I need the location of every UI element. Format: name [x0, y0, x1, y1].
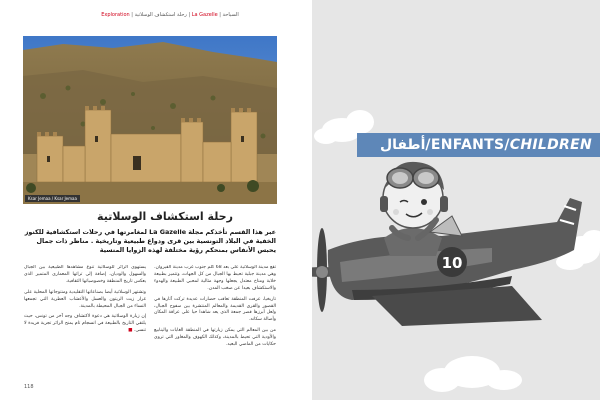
boy-pilot: [380, 162, 448, 256]
paragraph: وتشتهر الوسلاتية أيضا بصناعاتها التقليدية ومنتوجاتها المحلية على غرار زيت الزيتون والعسل والأعشاب العطرية التي تجمعها النساء من الجبال المحيطة بالمدينة.: [24, 289, 146, 309]
banner-separator: /: [504, 137, 510, 153]
running-header-right: Exploration: [101, 12, 130, 18]
section-banner: [357, 133, 600, 157]
airplane-icon: [328, 198, 582, 326]
fortress-photo-image: [23, 36, 277, 204]
paragraph: تقع مدينة الوسلاتية على بعد 68 كلم جنوب غرب مدينة القيروان. وهي مدينة جبلية تحيط بها الجبال من كل الجهات، وتتميز بطبيعة خلابة ومناخ معتدل يجعلها وجهة مثالية لمحبي الطبيعة والهدوء والاستكشاف بعيدا عن صخب المدن.: [154, 265, 276, 291]
paragraph: يستهوي الزائر للوسلاتية تنوع مشاهدها الطبيعية بين الجبال والسهول والوديان، إضافة إلى تراثها المعماري المتميز الذي يعكس تاريخ المنطقة وخصوصياتها الثقافية.: [24, 265, 146, 284]
running-header: السياحة | La Gazelle | رحلة استكشاف الوسلاتية | Exploration: [101, 12, 239, 18]
paragraph: [24, 314, 146, 335]
fortress-photo: [23, 36, 277, 204]
paragraph-text: إن زيارة الوسلاتية هي دعوة لاكتشاف وجه آخر من تونس، حيث يلتقي التاريخ بالطبيعة في انسجام تام يمنح الزائر تجربة فريدة لا تنسى.: [24, 314, 146, 334]
banner-arabic: أطفال: [379, 137, 426, 153]
article-column-right: [154, 265, 276, 383]
photo-caption: Ksar Jemaa / Ksar Jemaa: [25, 195, 80, 202]
end-of-article-mark: ■: [128, 328, 133, 334]
plane-number: 10: [441, 254, 463, 272]
banner-english: CHILDREN: [509, 137, 592, 153]
cloud-icon: [424, 356, 522, 392]
paragraph: تاريخيا، عرفت المنطقة تعاقب حضارات عديدة تركت آثارها في القصور والقرى القديمة والمعالم المنتشرة بين سفوح الجبال، ولعل أبرزها قصر جمعة الذي يعد شاهدا حيا على عراقة المكان وأصالة سكانه.: [154, 296, 276, 323]
banner-french: ENFANTS: [430, 137, 505, 153]
page-number: 118: [24, 384, 34, 390]
running-header-accent: La Gazelle: [191, 12, 218, 18]
children-illustration: [312, 0, 600, 400]
running-header-left: السياحة: [222, 12, 239, 18]
article-lead: عبر هذا القسم تأخذكم مجلة La Gazelle لمغامرتها في رحلات استكشافية للكنوز الخفية في البلاد التونسية بين قرى ودواع طبيعية وتاريخية . مناظر ذات جمال يحبس الأنفاس بمنحكم رؤية مختلفة لهذه الزوايا المنسية: [24, 228, 276, 254]
article-column-left: [24, 265, 146, 383]
right-page: [312, 0, 600, 400]
paragraph: من بين المعالم التي يمكن زيارتها في المنطقة الغابات والينابيع والأودية التي تحيط بالمدينة، وكذلك الكهوف والمغاور التي تروي حكايات من الماضي البعيد.: [154, 328, 276, 348]
article-title: رحلة استكشاف الوسلاتية: [97, 210, 233, 223]
banner-separator: /: [425, 137, 431, 153]
running-header-middle: رحلة استكشاف الوسلاتية: [134, 12, 187, 18]
